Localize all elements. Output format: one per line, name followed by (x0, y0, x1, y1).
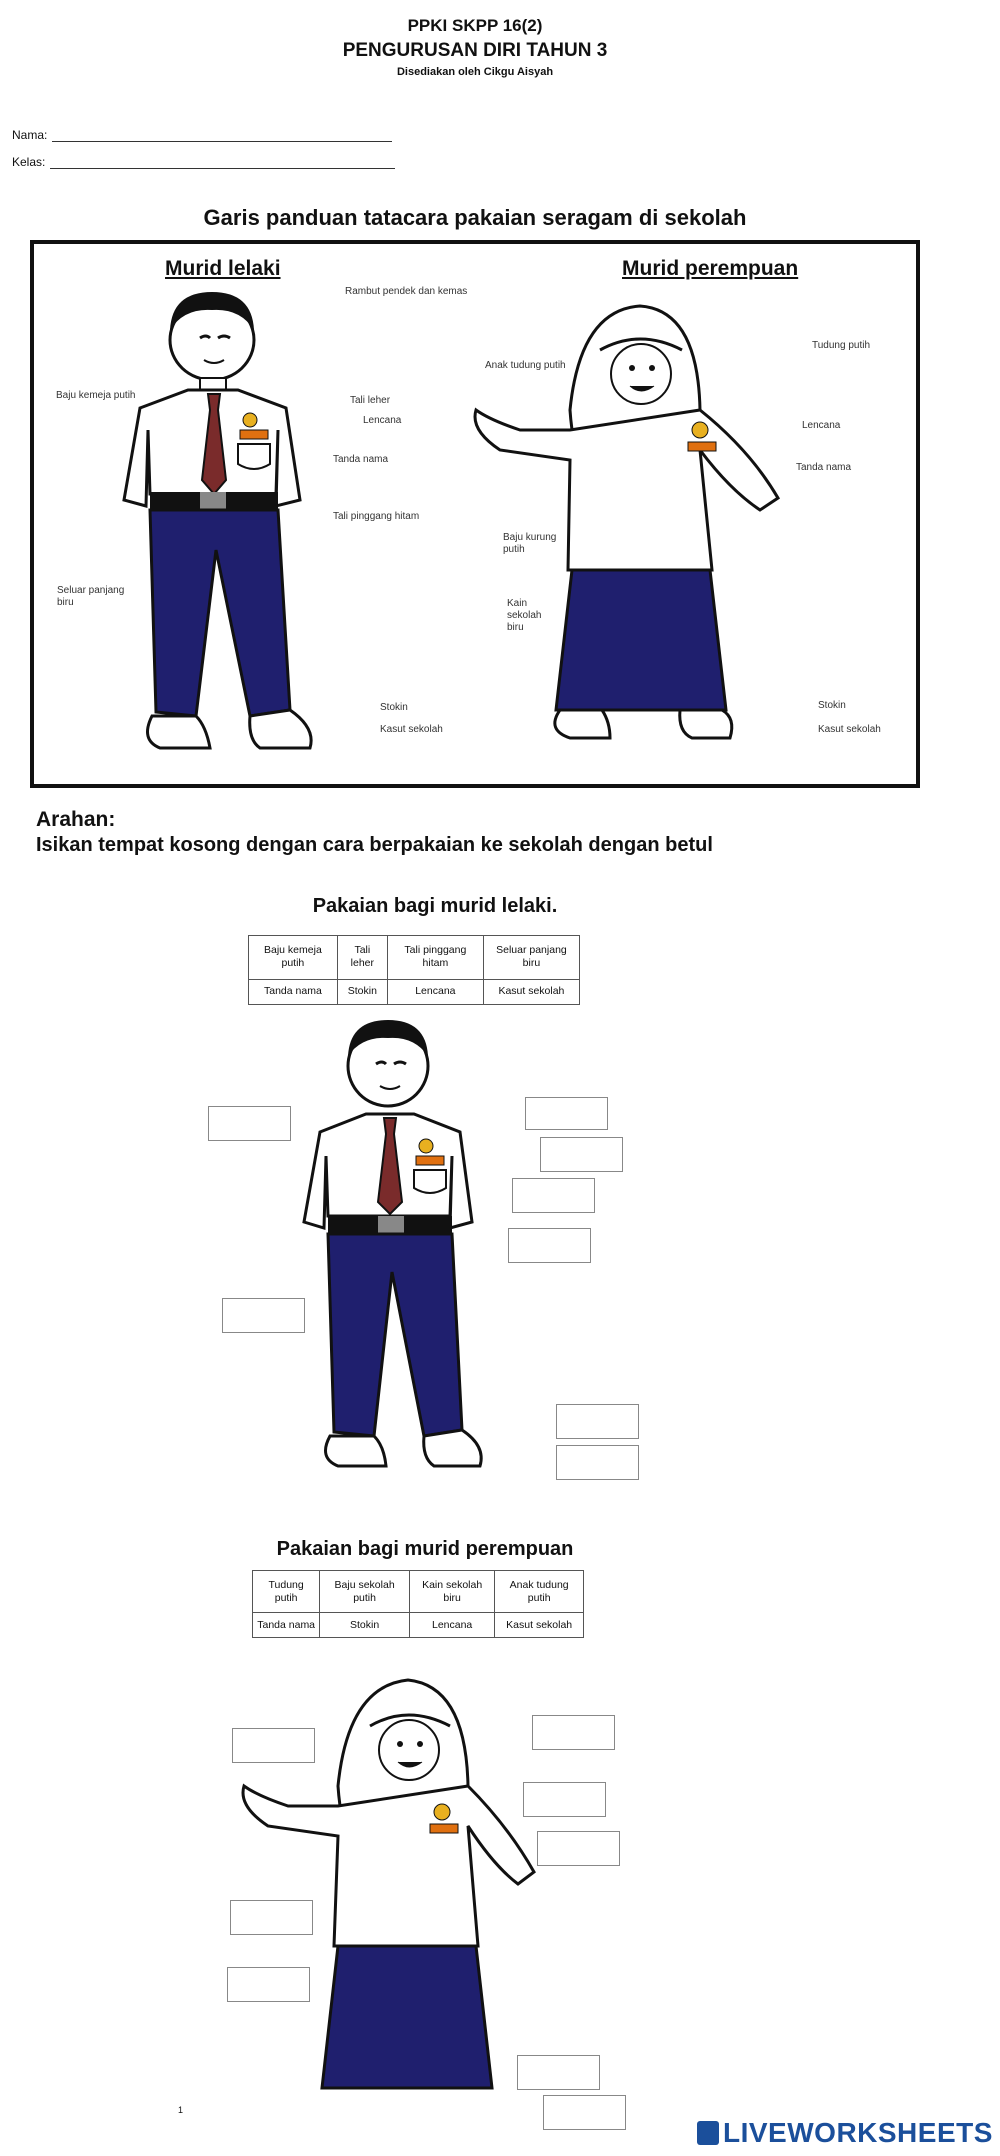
label-lencana-boy: Lencana (363, 415, 402, 426)
liveworksheets-brand: LIVEWORKSHEETS (723, 2117, 993, 2148)
word-bank-cell: Tanda nama (249, 979, 338, 1004)
nama-label: Nama: (12, 128, 48, 142)
kelas-field[interactable] (50, 168, 395, 169)
word-bank-cell: Baju sekolah putih (320, 1571, 410, 1613)
word-bank-cell: Kain sekolah biru (409, 1571, 494, 1613)
label-kasut-girl: Kasut sekolah (818, 724, 881, 735)
label-baju-kemeja: Baju kemeja putih (56, 390, 136, 401)
label-stokin-girl: Stokin (818, 700, 846, 711)
nama-field[interactable] (52, 141, 392, 142)
word-bank-cell: Stokin (320, 1613, 410, 1638)
girl-illustration-guide (460, 290, 830, 750)
word-bank-row (253, 1571, 584, 1613)
word-bank-cell: Lencana (409, 1613, 494, 1638)
word-bank-cell: Tudung putih (253, 1571, 320, 1613)
label-anak-tudung: Anak tudung putih (485, 360, 566, 371)
header-line-3: Disediakan oleh Cikgu Aisyah (396, 66, 554, 78)
boy-answer-box-3[interactable] (540, 1137, 623, 1172)
boy-answer-box-4[interactable] (512, 1178, 595, 1213)
boy-answer-box-5[interactable] (508, 1228, 591, 1263)
girl-word-bank (252, 1570, 584, 1638)
label-seluar: Seluar panjang biru (57, 585, 125, 608)
girl-answer-box-8[interactable] (543, 2095, 626, 2130)
boy-illustration-exercise (300, 1010, 520, 1470)
boy-answer-box-1[interactable] (525, 1097, 608, 1130)
label-tanda-nama-boy: Tanda nama (333, 454, 389, 465)
girl-answer-box-4[interactable] (537, 1831, 620, 1866)
word-bank-cell: Lencana (387, 979, 483, 1004)
liveworksheets-icon (697, 2121, 719, 2145)
header-line-1: PPKI SKPP 16(2) (407, 16, 543, 35)
boy-answer-box-6[interactable] (222, 1298, 305, 1333)
word-bank-row (249, 936, 580, 980)
boy-answer-box-7[interactable] (556, 1404, 639, 1439)
boy-word-bank (248, 935, 580, 1005)
label-tanda-nama-girl: Tanda nama (796, 462, 852, 473)
word-bank-cell: Tanda nama (253, 1613, 320, 1638)
label-tali-leher: Tali leher (350, 395, 391, 406)
boy-section-title: Pakaian bagi murid lelaki. (312, 895, 558, 917)
label-rambut: Rambut pendek dan kemas (345, 286, 468, 297)
instructions-heading: Arahan: (36, 808, 116, 831)
boy-answer-box-8[interactable] (556, 1445, 639, 1480)
label-tali-pinggang: Tali pinggang hitam (333, 511, 420, 522)
girl-answer-box-2[interactable] (232, 1728, 315, 1763)
word-bank-cell: Tali pinggang hitam (387, 936, 483, 980)
word-bank-cell: Seluar panjang biru (483, 936, 579, 980)
girl-answer-box-1[interactable] (532, 1715, 615, 1750)
boy-heading: Murid lelaki (165, 257, 281, 280)
girl-heading: Murid perempuan (622, 257, 799, 280)
label-tudung: Tudung putih (812, 340, 871, 351)
word-bank-cell: Baju kemeja putih (249, 936, 338, 980)
kelas-label: Kelas: (12, 155, 46, 169)
liveworksheets-logo (697, 2117, 993, 2149)
girl-answer-box-3[interactable] (523, 1782, 606, 1817)
word-bank-cell: Stokin (337, 979, 387, 1004)
label-baju-kurung: Baju kurung putih (503, 532, 557, 555)
label-lencana-girl: Lencana (802, 420, 841, 431)
instructions-text: Isikan tempat kosong dengan cara berpakaian ke sekolah dengan betul (36, 834, 713, 856)
guide-title: Garis panduan tatacara pakaian seragam di sekolah (203, 205, 747, 230)
word-bank-cell: Kasut sekolah (495, 1613, 584, 1638)
header-line-2: PENGURUSAN DIRI TAHUN 3 (342, 40, 608, 61)
boy-answer-box-2[interactable] (208, 1106, 291, 1141)
page-number: 1 (178, 2105, 184, 2115)
label-kasut-boy: Kasut sekolah (380, 724, 443, 735)
word-bank-cell: Tali leher (337, 936, 387, 980)
word-bank-row (249, 979, 580, 1004)
word-bank-cell: Anak tudung putih (495, 1571, 584, 1613)
word-bank-cell: Kasut sekolah (483, 979, 579, 1004)
girl-answer-box-6[interactable] (227, 1967, 310, 2002)
girl-section-title: Pakaian bagi murid perempuan (276, 1538, 574, 1560)
label-kain: Kain sekolah biru (507, 598, 542, 633)
girl-answer-box-5[interactable] (230, 1900, 313, 1935)
word-bank-row (253, 1613, 584, 1638)
label-stokin-boy: Stokin (380, 702, 408, 713)
girl-answer-box-7[interactable] (517, 2055, 600, 2090)
